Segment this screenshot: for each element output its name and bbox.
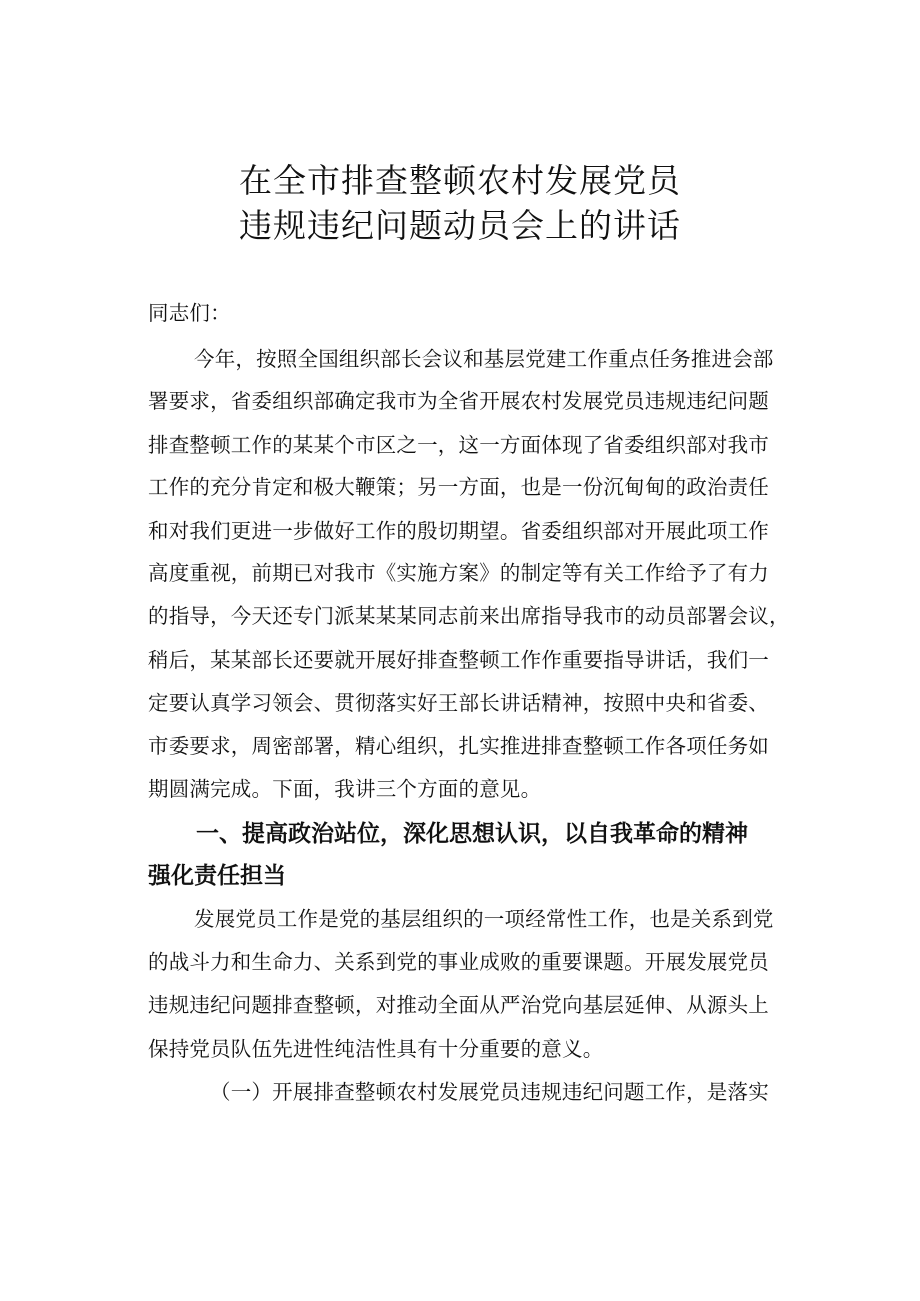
paragraph-line: 工作的充分肯定和极大鞭策；另一方面，也是一份沉甸甸的政治责任 bbox=[148, 475, 769, 499]
paragraph-line: 排查整顿工作的某某个市区之一，这一方面体现了省委组织部对我市 bbox=[148, 433, 769, 457]
section-heading-line: 强化责任担当 bbox=[148, 863, 286, 889]
paragraph-line: 和对我们更进一步做好工作的殷切期望。省委组织部对开展此项工作 bbox=[148, 519, 769, 543]
paragraph-line: 发展党员工作是党的基层组织的一项经常性工作，也是关系到党 bbox=[194, 907, 774, 931]
paragraph-line: 的指导，今天还专门派某某某同志前来出席指导我市的动员部署会议， bbox=[148, 604, 790, 628]
salutation: 同志们： bbox=[148, 301, 231, 325]
paragraph-line: 稍后，某某部长还要就开展好排查整顿工作作重要指导讲话，我们一 bbox=[148, 648, 769, 672]
document-title-line-1: 在全市排查整顿农村发展党员 bbox=[239, 161, 681, 200]
paragraph-line: （一）开展排查整顿农村发展党员违规违纪问题工作，是落实 bbox=[210, 1080, 769, 1104]
section-heading-line: 一、提高政治站位，深化思想认识，以自我革命的精神 bbox=[196, 821, 748, 847]
paragraph-line: 市委要求，周密部署，精心组织，扎实推进排查整顿工作各项任务如 bbox=[148, 734, 769, 758]
paragraph-line: 定要认真学习领会、贯彻落实好王部长讲话精神，按照中央和省委、 bbox=[148, 691, 769, 715]
paragraph-line: 保持党员队伍先进性纯洁性具有十分重要的意义。 bbox=[148, 1037, 604, 1061]
paragraph-line: 署要求，省委组织部确定我市为全省开展农村发展党员违规违纪问题 bbox=[148, 389, 769, 413]
paragraph-line: 高度重视，前期已对我市《实施方案》的制定等有关工作给予了有力 bbox=[148, 561, 769, 585]
paragraph-line: 今年，按照全国组织部长会议和基层党建工作重点任务推进会部 bbox=[194, 347, 774, 371]
paragraph-line: 的战斗力和生命力、关系到党的事业成败的重要课题。开展发展党员 bbox=[148, 950, 769, 974]
document-title-line-2: 违规违纪问题动员会上的讲话 bbox=[239, 206, 681, 245]
paragraph-line: 违规违纪问题排查整顿，对推动全面从严治党向基层延伸、从源头上 bbox=[148, 993, 769, 1017]
paragraph-line: 期圆满完成。下面，我讲三个方面的意见。 bbox=[148, 777, 542, 801]
